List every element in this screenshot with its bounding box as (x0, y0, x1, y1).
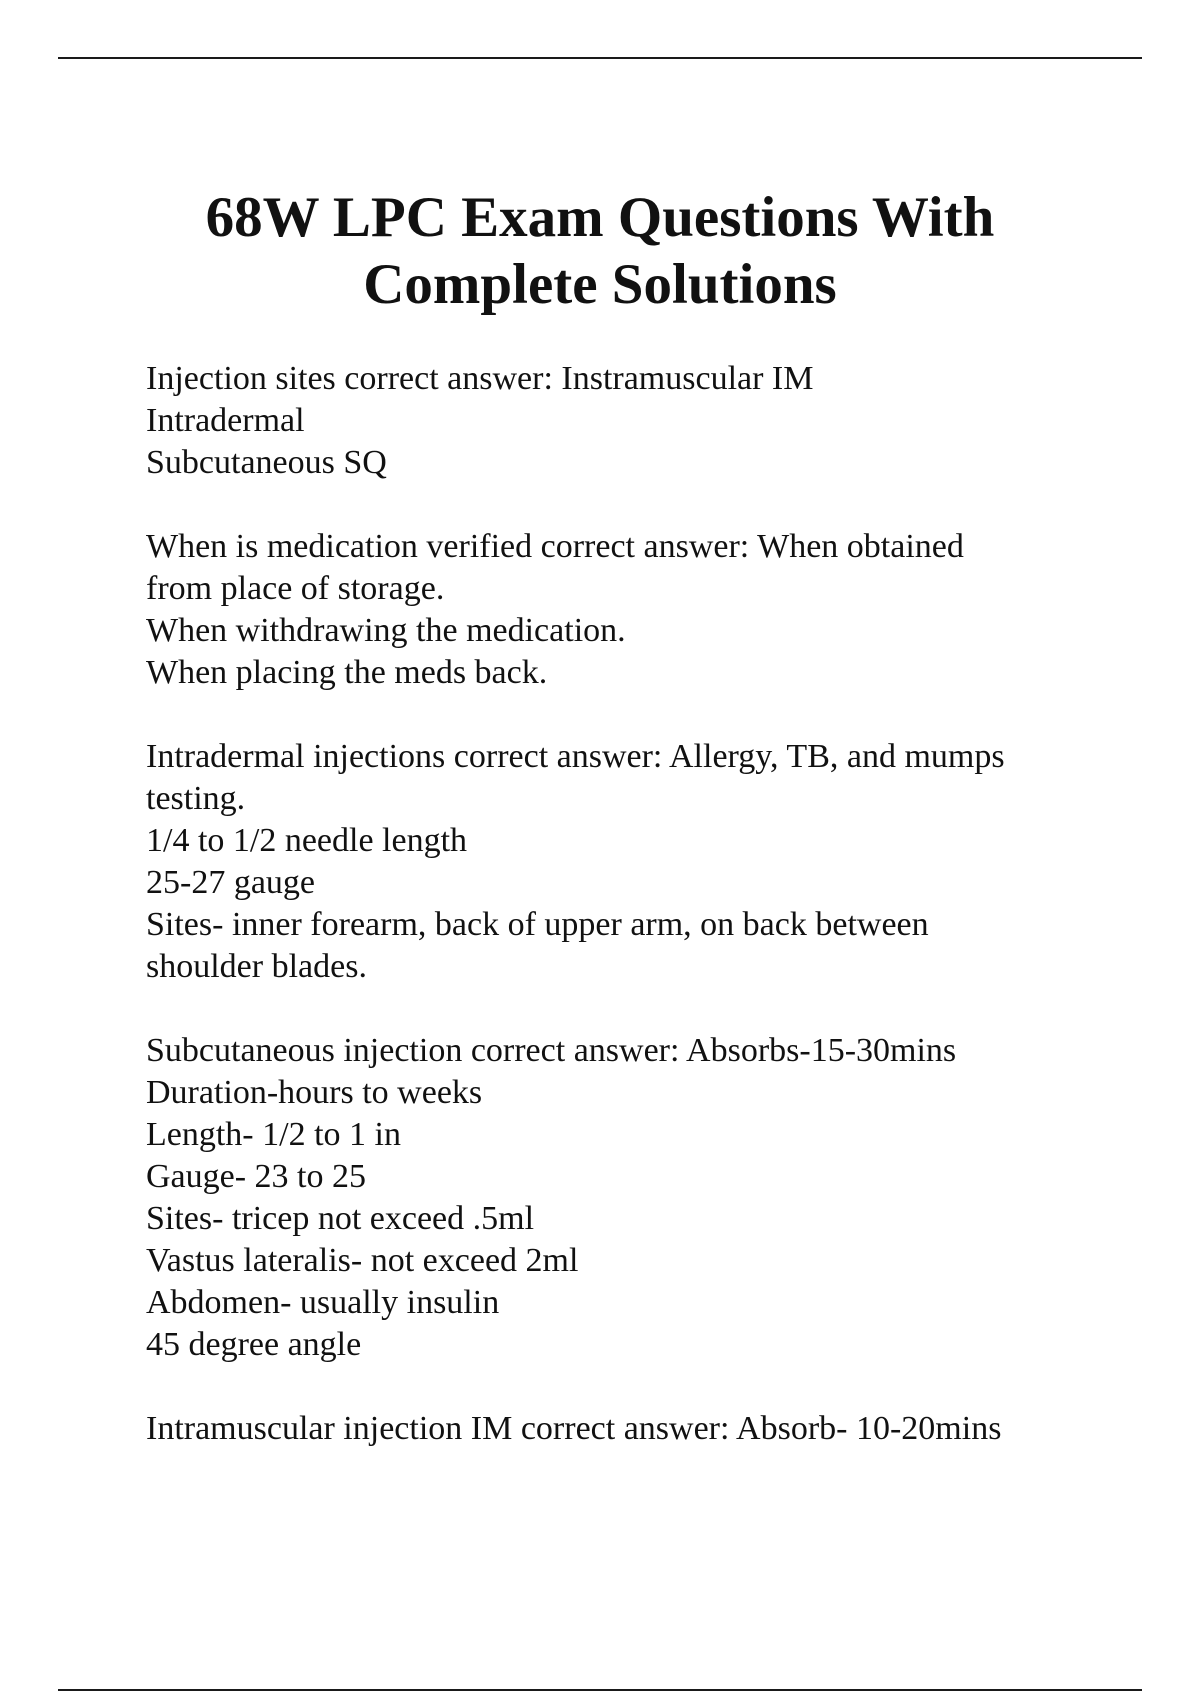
bottom-rule (58, 1689, 1142, 1691)
document-body (146, 358, 1106, 1492)
entry-line: Sites- tricep not exceed .5ml (146, 1200, 535, 1237)
entry-line: Subcutaneous SQ (146, 444, 387, 481)
entry-line: When withdrawing the medication. (146, 612, 626, 649)
title-line: Complete Solutions (363, 253, 837, 316)
entry-line: Gauge- 23 to 25 (146, 1158, 367, 1195)
top-rule (58, 57, 1142, 59)
entry-line: Intramuscular injection IM correct answer: Absorb- 10-20mins (146, 1410, 1002, 1447)
qa-entry-intramuscular-injection (146, 1408, 1106, 1450)
entry-line: Subcutaneous injection correct answer: Absorbs-15-30mins (146, 1032, 957, 1069)
entry-line: 45 degree angle (146, 1326, 362, 1363)
entry-line: Length- 1/2 to 1 in (146, 1116, 401, 1153)
qa-entry-subcutaneous-injection (146, 1030, 1106, 1366)
entry-line: Sites- inner forearm, back of upper arm, on back between (146, 906, 929, 943)
entry-line: Injection sites correct answer: Instramuscular IM (146, 360, 814, 397)
entry-line: shoulder blades. (146, 948, 367, 985)
entry-line: Abdomen- usually insulin (146, 1284, 500, 1321)
entry-line: from place of storage. (146, 570, 445, 607)
entry-line: 1/4 to 1/2 needle length (146, 822, 468, 859)
qa-entry-intradermal-injections (146, 736, 1106, 988)
qa-entry-medication-verified (146, 526, 1106, 694)
entry-line: Duration-hours to weeks (146, 1074, 483, 1111)
title-line: 68W LPC Exam Questions With (205, 186, 995, 249)
document-title (100, 184, 1100, 318)
entry-line: Vastus lateralis- not exceed 2ml (146, 1242, 579, 1279)
entry-line: 25-27 gauge (146, 864, 316, 901)
entry-line: Intradermal injections correct answer: Allergy, TB, and mumps (146, 738, 1005, 775)
entry-line: Intradermal (146, 402, 305, 439)
entry-line: testing. (146, 780, 246, 817)
qa-entry-injection-sites (146, 358, 1106, 484)
entry-line: When placing the meds back. (146, 654, 548, 691)
entry-line: When is medication verified correct answer: When obtained (146, 528, 964, 565)
